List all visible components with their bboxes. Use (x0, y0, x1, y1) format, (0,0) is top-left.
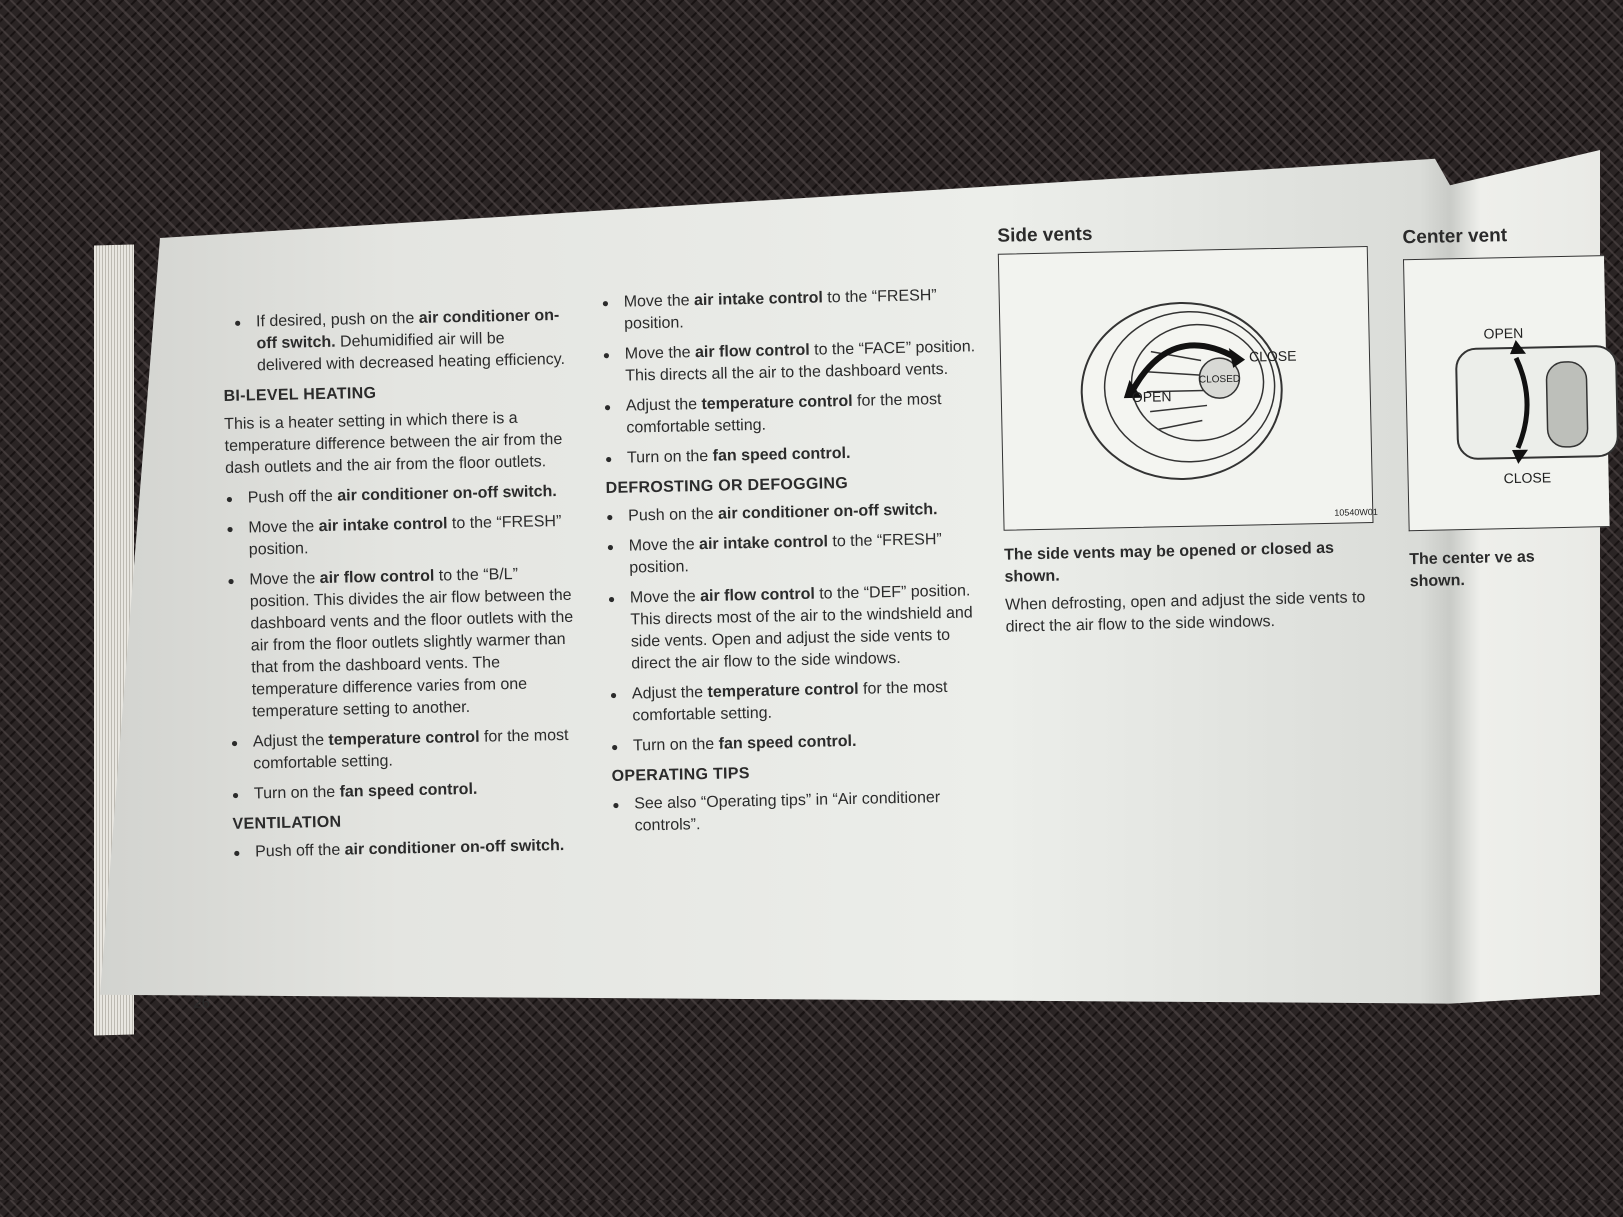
list-item: ● Push off the air conditioner on-off switch. (226, 481, 571, 510)
side-vents-column (997, 218, 1391, 647)
list-item: ● Turn on the fan speed control. (232, 777, 577, 806)
center-vent-caption: The center ve as shown. (1409, 548, 1535, 591)
list-item: ● Move the air intake control to the “FRESH” position. (607, 528, 983, 580)
list-item: ● Move the air intake control to the “FRESH” position. (226, 511, 572, 562)
side-vents-caption: The side vents may be opened or closed as shown. (1003, 539, 1335, 586)
list-item: ● Adjust the temperature control for the most comfortable setting. (231, 725, 577, 776)
list-item: ● Move the air intake control to the “FRESH” position. (602, 284, 978, 336)
defrost-heading: DEFROSTING OR DEFOGGING (605, 474, 849, 498)
close-label: CLOSE (1248, 347, 1297, 365)
list-item: ● Push off the air conditioner on-off switch. (233, 835, 578, 864)
figure-code: 10540W01 (1334, 506, 1378, 518)
tips-heading: OPERATING TIPS (611, 765, 750, 785)
page-number: 26 (193, 994, 211, 1012)
center-vent-title: Center vent (1402, 225, 1508, 249)
open-label: OPEN (1131, 388, 1172, 406)
middle-column (602, 284, 989, 846)
list-item: ● Push on the air conditioner on-off switch. (606, 498, 981, 528)
bilevel-text: This is a heater setting in which there is a temperature difference between the air from the dash outlets and the air from the floor outlets. (224, 409, 563, 478)
side-vent-diagram (998, 246, 1378, 531)
intro-bullet: ● If desired, push on the air conditioner on-off switch. Dehumidified air will be delivered with decreased heating efficiency. (234, 305, 568, 378)
list-item: ● Turn on the fan speed control. (611, 728, 986, 758)
list-item: ● Move the air flow control to the “DEF” position. This directs most of the air to the windshield and side vents. Open and adjust the side vents to direct the air flow to the side windows. (608, 580, 985, 676)
list-item: ● Adjust the temperature control for the most comfortable setting. (610, 676, 986, 728)
list-item: ● See also “Operating tips” in “Air conditioner controls”. (612, 786, 988, 838)
bilevel-bullets (226, 481, 578, 806)
list-item: ● Move the air flow control to the “B/L” position. This divides the air flow between the dashboard vents and the floor outlets with the air from the floor outlets slightly warmer than that from the dashboard vents. The temperature difference varies from one temperature setting to another. (227, 563, 575, 724)
right-page (1402, 223, 1600, 593)
list-item: ● Adjust the temperature control for the most comfortable setting. (604, 388, 980, 440)
ventilation-heading: VENTILATION (232, 813, 342, 833)
center-open-label: OPEN (1483, 324, 1524, 342)
bilevel-heading: BI-LEVEL HEATING (223, 384, 377, 406)
center-vent-illustration (1404, 256, 1610, 530)
vent-illustration (999, 247, 1378, 530)
side-vents-title: Side vents (997, 223, 1093, 247)
side-vents-body: When defrosting, open and adjust the side vents to direct the air flow to the side windows. (1004, 589, 1366, 636)
list-item: ● Move the air flow control to the “FACE” position. This directs all the air to the dashboard vents. (603, 336, 979, 388)
left-column (222, 305, 579, 872)
center-vent-diagram (1403, 255, 1610, 531)
closed-label: CLOSED (1198, 373, 1241, 386)
list-item: ● Turn on the fan speed control. (605, 440, 980, 470)
center-close-label: CLOSE (1503, 469, 1552, 487)
